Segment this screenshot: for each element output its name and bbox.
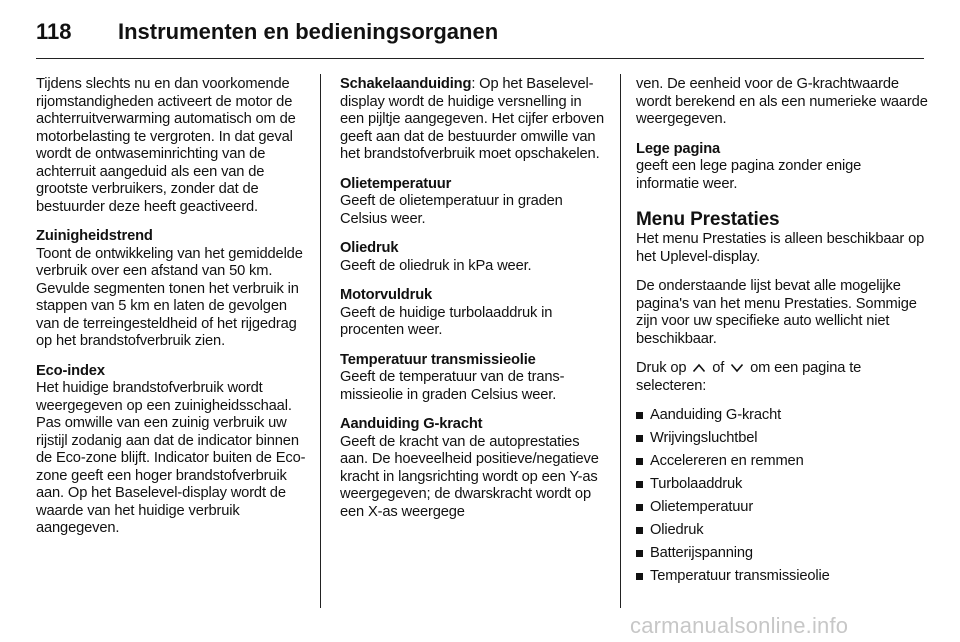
motorvuldruk-text: Geeft de huidige turbolaaddruk in procenten weer. — [340, 304, 553, 338]
section-motorvuldruk — [340, 287, 606, 340]
eco-index-text: Het huidige brandstofverbruik wordt weergegeven op een zuinigheidsschaal. Pas omwille van een zuinig verbruik uw rijstijl zodanig aan dat de indicator binnen de Eco-zone blijft. Indicator buiten de Eco-zone geeft een hoger brandstofverbruik aan. Op het Baselevel-display wordt de waarde van het huidige verbruik aangegeven. — [36, 380, 306, 536]
olietemperatuur-heading: Olietemperatuur — [340, 175, 452, 192]
g-kracht-text: Geeft de kracht van de autoprestaties aan. De hoeveelheid positieve/negatieve kracht in langsrichting wordt op een Y-as weergegeven; de dwarskracht wordt op een X-as weergege — [340, 433, 599, 520]
chevron-up-icon — [692, 362, 706, 374]
watermark: carmanualsonline.info — [630, 613, 849, 638]
list-item: Wrijvingsluchtbel — [636, 430, 928, 448]
transmissieolie-text: Geeft de temperatuur van de transmissieolie in graden Celsius weer. — [340, 369, 565, 403]
list-item: Oliedruk — [636, 522, 928, 540]
column-3 — [636, 76, 928, 591]
zuinigheidstrend-text: Toont de ontwikkeling van het gemiddelde verbruik over een afstand van 50 km. Gevulde segmenten tonen het verbruik in stappen van 5 km en laten de gevolgen van de terreingesteldheid of het rijgedrag op het brandstofverbruik zien. — [36, 245, 303, 349]
druk-of-text: of — [712, 360, 725, 376]
section-schakelaanduiding — [340, 76, 606, 164]
section-g-kracht — [340, 416, 606, 521]
menu-prestaties-list-intro: De onderstaande lijst bevat alle mogelijke pagina's van het menu Prestaties. Sommige zijn voor uw specifieke auto wellicht niet beschikbaar. — [636, 278, 917, 347]
column-1 — [36, 76, 308, 550]
column-2 — [340, 76, 606, 533]
section-eco-index — [36, 363, 308, 538]
section-oliedruk — [340, 240, 606, 275]
page-title: Instrumenten en bedieningsorganen — [118, 19, 499, 44]
list-item: Batterijspanning — [636, 545, 928, 563]
druk-rest-text: om een pagina te selecteren: — [636, 360, 862, 394]
schakelaanduiding-heading: Schakelaanduiding — [340, 76, 472, 92]
druk-op-instruction — [636, 360, 928, 395]
motorvuldruk-heading: Motorvuldruk — [340, 287, 433, 303]
list-item: Turbolaaddruk — [636, 476, 928, 494]
lege-pagina-heading: Lege pagina — [636, 140, 721, 157]
section-transmissieolie — [340, 352, 606, 405]
list-item: Temperatuur transmissieolie — [636, 568, 928, 586]
oliedruk-heading: Oliedruk — [340, 240, 399, 256]
header-rule — [36, 58, 924, 59]
lege-pagina-text: geeft een lege pagina zonder enige informatie weer. — [636, 158, 862, 192]
menu-prestaties-intro: Het menu Prestaties is alleen beschikbaar op het Uplevel-display. — [636, 231, 925, 265]
eco-index-heading: Eco-index — [36, 362, 105, 379]
zuinigheidstrend-heading: Zuinigheidstrend — [36, 228, 153, 244]
olietemperatuur-text: Geeft de olietemperatuur in graden Celsius weer. — [340, 193, 563, 227]
oliedruk-text: Geeft de oliedruk in kPa weer. — [340, 257, 532, 274]
section-olietemperatuur — [340, 176, 606, 229]
menu-prestaties-heading: Menu Prestaties — [636, 209, 780, 230]
list-item: Aanduiding G-kracht — [636, 407, 928, 425]
transmissieolie-heading: Temperatuur transmissieolie — [340, 351, 536, 368]
page-number: 118 — [36, 19, 72, 44]
g-kracht-heading: Aanduiding G-kracht — [340, 416, 483, 432]
intro-paragraph: Tijdens slechts nu en dan voorkomende rijomstandigheden activeert de motor de achterruitverwarming automatisch om de motorbelasting te vergroten. In dat geval wordt de ontwaseminrichting van de achterruit aangeduid als een van de grootste verbruikers, zonder dat de bestuurder deze heeft geactiveerd. — [36, 76, 296, 215]
g-kracht-continued: ven. De eenheid voor de G-krachtwaarde wordt berekend en als een numerieke waarde weergegeven. — [636, 76, 928, 127]
list-item: Olietemperatuur — [636, 499, 928, 517]
page-header — [36, 14, 924, 54]
prestaties-page-list — [636, 407, 928, 586]
column-divider-1 — [320, 74, 321, 608]
section-lege-pagina — [636, 141, 928, 194]
section-zuinigheidstrend — [36, 228, 308, 351]
column-divider-2 — [620, 74, 621, 608]
list-item: Accelereren en remmen — [636, 453, 928, 471]
schakelaanduiding-text: : Op het Baselevel-display wordt de huidige versnelling in een pijltje aangegeven. Het cijfer erboven geeft aan dat de bestuurder omwille van het brandstofverbruik moet opschakelen. — [340, 76, 604, 162]
chevron-down-icon — [730, 362, 744, 374]
druk-op-text: Druk op — [636, 360, 687, 376]
